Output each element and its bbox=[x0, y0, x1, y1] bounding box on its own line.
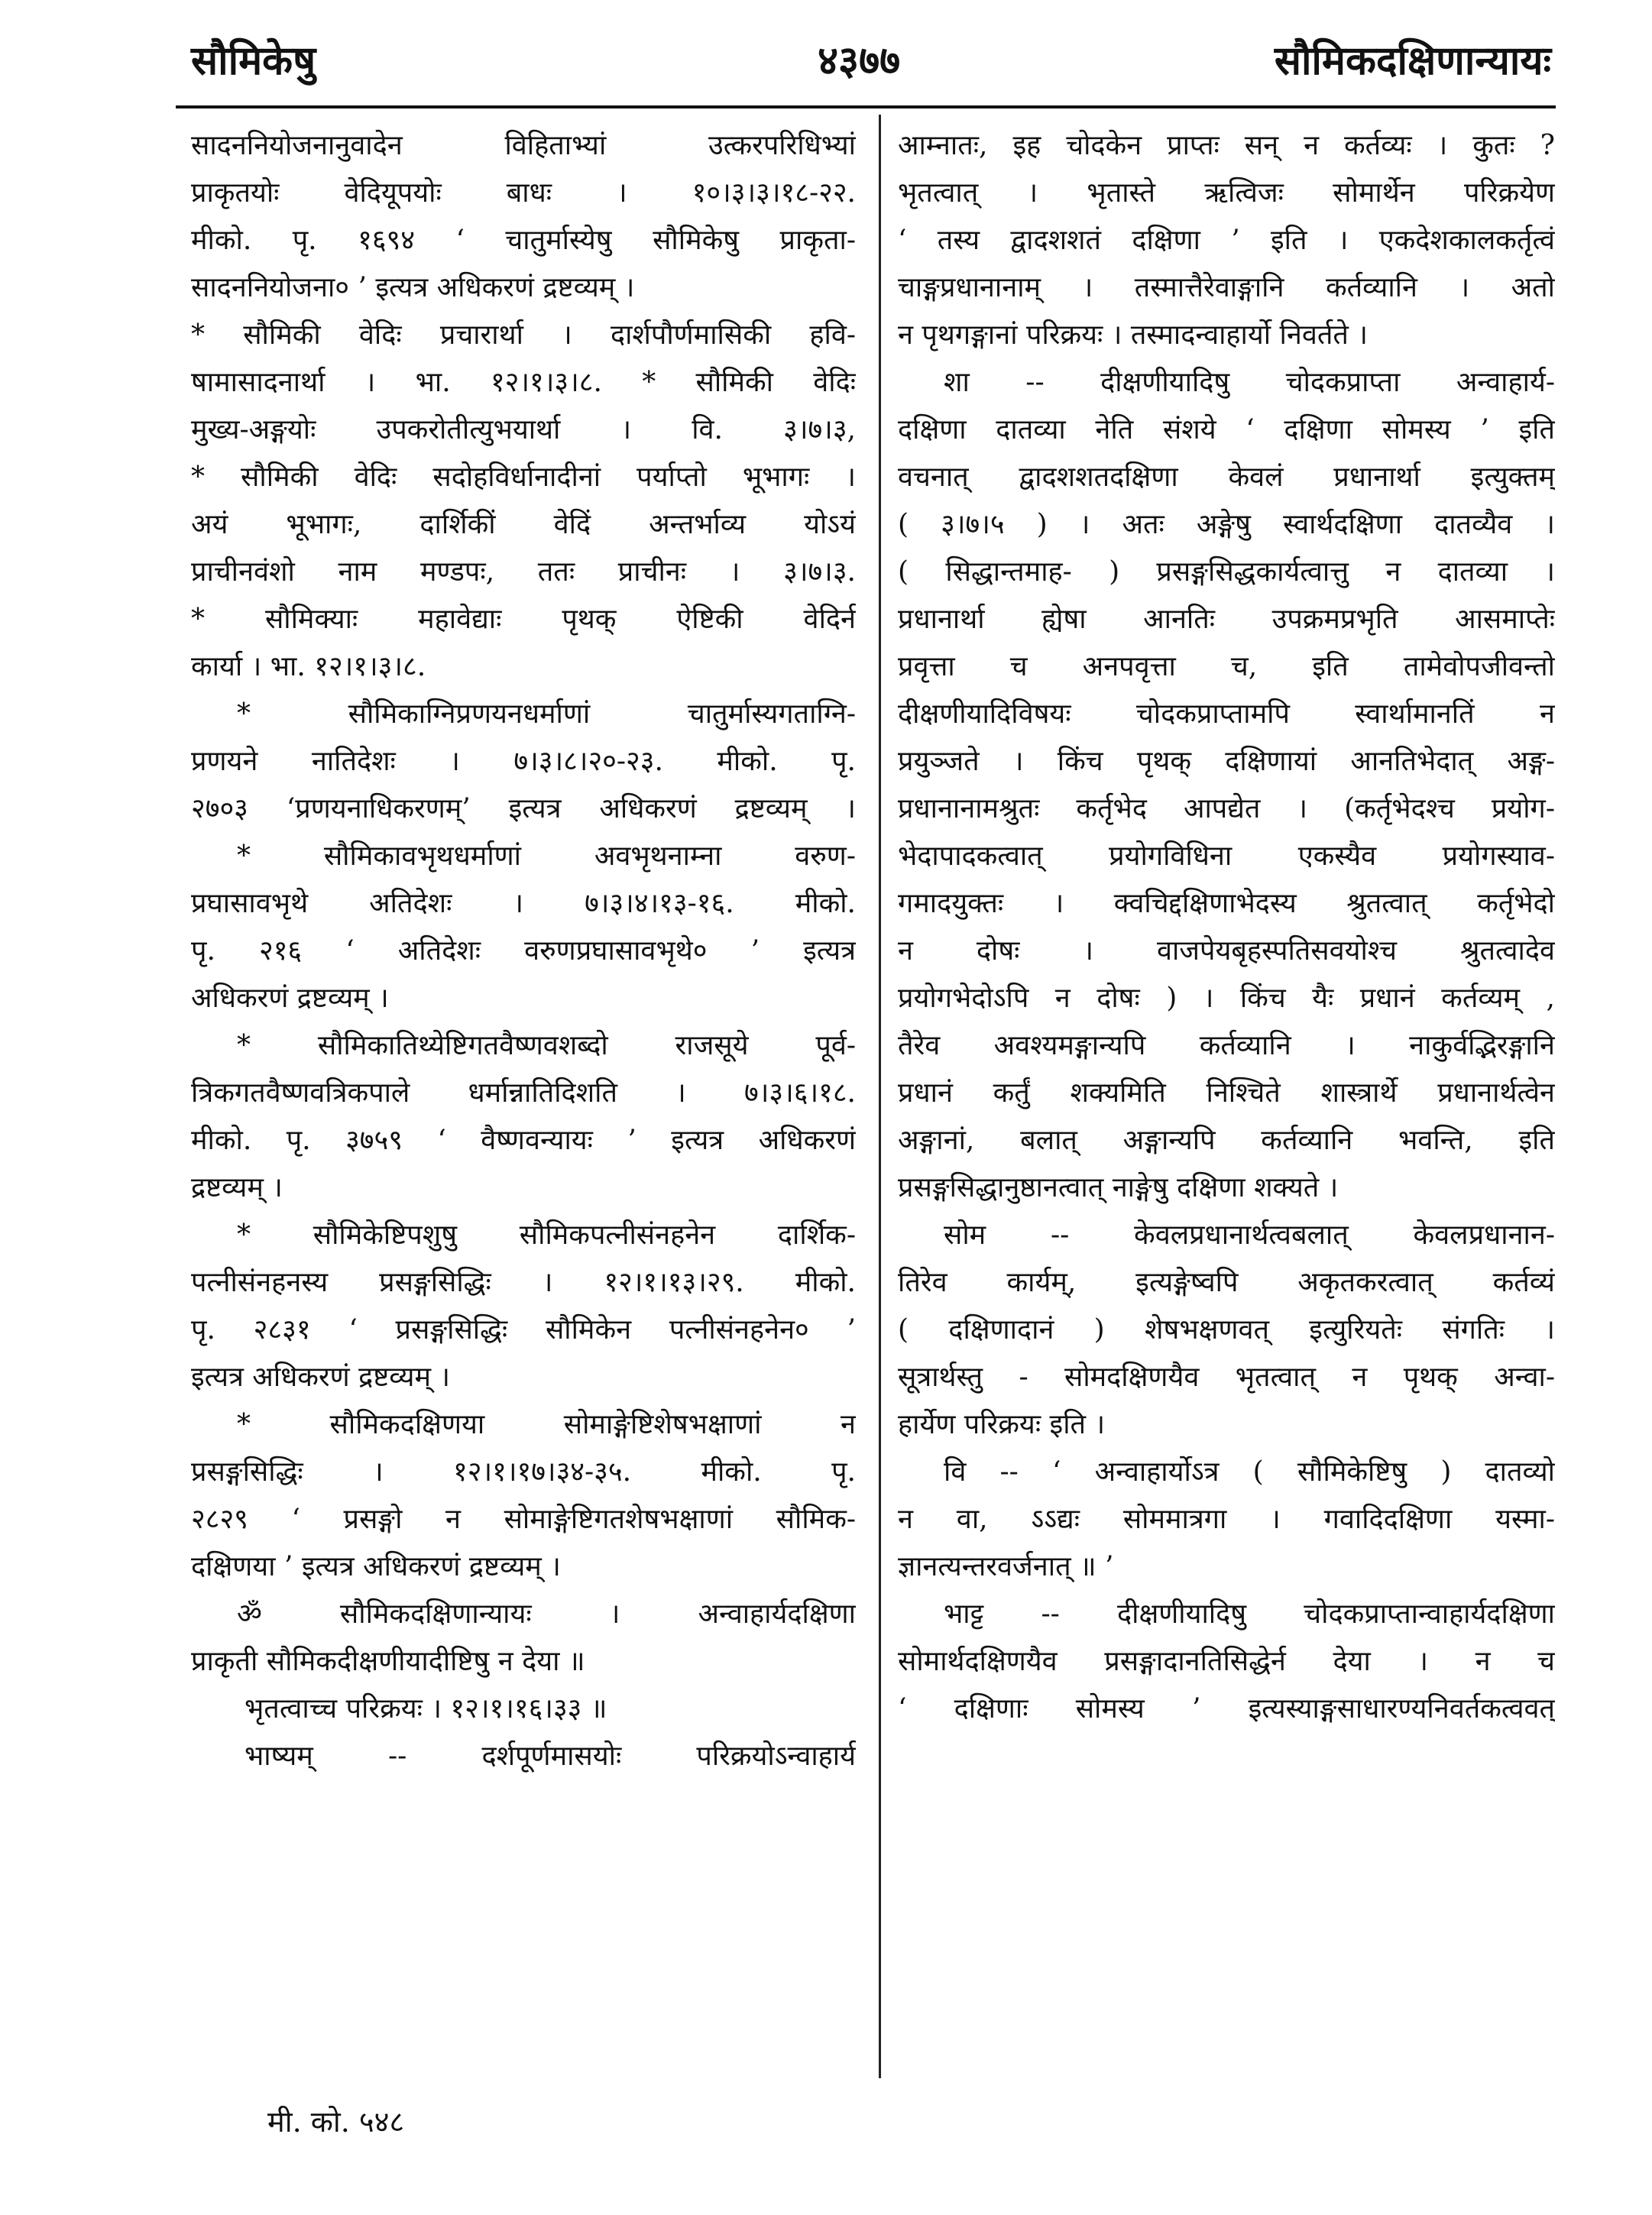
right-column-line: दक्षिणा दातव्या नेति संशये ‘ दक्षिणा सोमस्य ’ इति bbox=[898, 414, 1555, 445]
left-column-line: भृतत्वाच्च परिक्रयः । १२।१।१६।३३ ॥ bbox=[245, 1693, 607, 1724]
right-column-line: प्रधानं कर्तुं शक्यमिति निश्चिते शास्त्रार्थे प्रधानार्थत्वेन bbox=[898, 1077, 1555, 1109]
right-column-line: तिरेव कार्यम्, इत्यङ्गेष्वपि अकृतकरत्वात् कर्तव्यं bbox=[898, 1267, 1555, 1298]
left-column-line: ॐ सौमिकदक्षिणान्यायः । अन्वाहार्यदक्षिणा bbox=[237, 1598, 856, 1630]
right-column-line: भेदापादकत्वात् प्रयोगविधिना एकस्यैव प्रयोगस्याव- bbox=[898, 840, 1555, 872]
header-right-title: सौमिकदक्षिणान्यायः bbox=[1274, 38, 1551, 84]
left-column-line: * सौमिकातिथ्येष्टिगतवैष्णवशब्दो राजसूये पूर्व- bbox=[237, 1030, 856, 1061]
left-column-line: अयं भूभागः, दार्शिकीं वेदिं अन्तर्भाव्य योऽयं bbox=[191, 509, 856, 540]
right-column-line: न पृथगङ्गानां परिक्रयः । तस्मादन्वाहार्यो निवर्तते । bbox=[898, 319, 1368, 351]
column-divider bbox=[879, 115, 881, 2078]
left-column-line: कार्या । भा. १२।१।३।८. bbox=[191, 651, 426, 682]
left-column-line: * सौमिकी वेदिः प्रचारार्था । दार्शपौर्णमासिकी हवि- bbox=[191, 319, 856, 351]
right-column-line: न दोषः । वाजपेयबृहस्पतिसवयोश्च श्रुतत्वादेव bbox=[898, 935, 1555, 967]
left-column-line: * सौमिकाग्निप्रणयनधर्माणां चातुर्मास्यगताग्नि- bbox=[237, 698, 856, 730]
right-column-line: प्रयुञ्जते । किंच पृथक् दक्षिणायां आनतिभेदात् अङ्ग- bbox=[898, 746, 1555, 777]
left-column-line: प्राकृतयोः वेदियूपयोः बाधः । १०।३।३।१८-२२. bbox=[191, 177, 856, 209]
page-number: ४३७७ bbox=[818, 38, 901, 84]
left-column-line: पत्नीसंनहनस्य प्रसङ्गसिद्धिः । १२।१।१३।२९. मीको. bbox=[191, 1267, 856, 1298]
left-column-line: प्रघासावभृथे अतिदेशः । ७।३।४।१३-१६. मीको. bbox=[191, 888, 856, 919]
left-column-line: अधिकरणं द्रष्टव्यम् । bbox=[191, 983, 389, 1014]
right-column-line: ( ३।७।५ ) । अतः अङ्गेषु स्वार्थदक्षिणा दातव्यैव । bbox=[898, 509, 1555, 540]
right-column-line: वि -- ‘ अन्वाहार्योऽत्र ( सौमिकेष्टिषु ) दातव्यो bbox=[944, 1456, 1555, 1488]
right-column-line: ज्ञानत्यन्तरवर्जनात् ॥ ’ bbox=[898, 1551, 1114, 1582]
left-column-line: मुख्य-अङ्गयोः उपकरोतीत्युभयार्था । वि. ३।७।३, bbox=[191, 414, 856, 445]
right-column-line: सूत्रार्थस्तु - सोमदक्षिणयैव भृतत्वात् न पृथक् अन्वा- bbox=[898, 1362, 1555, 1393]
right-column-line: प्रवृत्ता च अनपवृत्ता च, इति तामेवोपजीवन्तो bbox=[898, 651, 1555, 682]
left-column-line: * सौमिकेष्टिपशुषु सौमिकपत्नीसंनहनेन दार्शिक- bbox=[237, 1219, 856, 1251]
left-column-line: मीको. पृ. ३७५९ ‘ वैष्णवन्यायः ’ इत्यत्र अधिकरणं bbox=[191, 1125, 856, 1156]
left-column-line: मीको. पृ. १६९४ ‘ चातुर्मास्येषु सौमिकेषु प्राकृता- bbox=[191, 225, 856, 256]
right-column-line: भाट्ट -- दीक्षणीयादिषु चोदकप्राप्तान्वाहार्यदक्षिणा bbox=[944, 1598, 1555, 1630]
left-column-line: पृ. २८३१ ‘ प्रसङ्गसिद्धिः सौमिकेन पत्नीसंनहनेन० ’ bbox=[191, 1314, 856, 1346]
right-column-line: शा -- दीक्षणीयादिषु चोदकप्राप्ता अन्वाहार्य- bbox=[944, 367, 1555, 398]
right-column-line: दीक्षणीयादिविषयः चोदकप्राप्तामपि स्वार्थामानतिं न bbox=[898, 698, 1555, 730]
right-column-line: प्रधानार्था ह्येषा आनतिः उपक्रमप्रभृति आसमाप्तेः bbox=[898, 604, 1555, 635]
left-column-line: * सौमिकावभृथधर्माणां अवभृथनाम्ना वरुण- bbox=[237, 840, 856, 872]
left-column-line: * सौमिकदक्षिणया सोमाङ्गेष्टिशेषभक्षाणां न bbox=[237, 1409, 856, 1440]
footer-signature: मी. को. ५४८ bbox=[267, 2105, 405, 2139]
left-column-line: प्रसङ्गसिद्धिः । १२।१।१७।३४-३५. मीको. पृ. bbox=[191, 1456, 856, 1488]
left-column-line: भाष्यम् -- दर्शपूर्णमासयोः परिक्रयोऽन्वाहार्य bbox=[245, 1741, 856, 1772]
right-column bbox=[898, 122, 1555, 1733]
left-column-line: दक्षिणया ’ इत्यत्र अधिकरणं द्रष्टव्यम् । bbox=[191, 1551, 561, 1582]
left-column-line: इत्यत्र अधिकरणं द्रष्टव्यम् । bbox=[191, 1362, 451, 1393]
left-column-line: त्रिकगतवैष्णवत्रिकपाले धर्मान्नातिदिशति । ७।३।६।१८. bbox=[191, 1077, 856, 1109]
right-column-line: सोमार्थदक्षिणयैव प्रसङ्गादानतिसिद्धेर्न देया । न च bbox=[898, 1646, 1555, 1677]
header-left-title: सौमिकेषु bbox=[191, 38, 316, 84]
left-column-line: सादननियोजना० ’ इत्यत्र अधिकरणं द्रष्टव्यम् । bbox=[191, 272, 635, 303]
header-rule bbox=[176, 105, 1556, 108]
left-column-line: * सौमिक्याः महावेद्याः पृथक् ऐष्टिकी वेदिर्न bbox=[191, 604, 856, 635]
left-column-line: प्राचीनवंशो नाम मण्डपः, ततः प्राचीनः । ३।७।३. bbox=[191, 556, 856, 588]
left-column-line: प्रणयने नातिदेशः । ७।३।८।२०-२३. मीको. पृ. bbox=[191, 746, 856, 777]
right-column-line: ‘ तस्य द्वादशशतं दक्षिणा ’ इति । एकदेशकालकर्तृत्वं bbox=[898, 225, 1555, 256]
right-column-line: गमादयुक्तः । क्वचिद्दक्षिणाभेदस्य श्रुतत्वात् कर्तृभेदो bbox=[898, 888, 1555, 919]
left-column-line: २७०३ ‘प्रणयनाधिकरणम्’ इत्यत्र अधिकरणं द्रष्टव्यम् । bbox=[191, 793, 856, 824]
left-column-line: षामासादनार्था । भा. १२।१।३।८. * सौमिकी वेदिः bbox=[191, 367, 856, 398]
left-column bbox=[191, 122, 856, 1780]
right-column-line: वचनात् द्वादशशतदक्षिणा केवलं प्रधानार्था इत्युक्तम् bbox=[898, 461, 1555, 493]
right-column-line: सोम -- केवलप्रधानार्थत्वबलात् केवलप्रधानान- bbox=[944, 1219, 1555, 1251]
left-column-line: पृ. २१६ ‘ अतिदेशः वरुणप्रघासावभृथे० ’ इत्यत्र bbox=[191, 935, 856, 967]
right-column-line: आम्नातः, इह चोदकेन प्राप्तः सन् न कर्तव्यः । कुतः ? bbox=[898, 130, 1555, 161]
right-column-line: अङ्गानां, बलात् अङ्गान्यपि कर्तव्यानि भवन्ति, इति bbox=[898, 1125, 1555, 1156]
left-column-line: * सौमिकी वेदिः सदोहविर्धानादीनां पर्याप्तो भूभागः । bbox=[191, 461, 856, 493]
left-column-line: प्राकृती सौमिकदीक्षणीयादीष्टिषु न देया ॥ bbox=[191, 1646, 585, 1677]
right-column-line: प्रयोगभेदोऽपि न दोषः ) । किंच यैः प्रधानं कर्तव्यम् , bbox=[898, 983, 1555, 1014]
right-column-line: ( सिद्धान्तमाह- ) प्रसङ्गसिद्धकार्यत्वात्तु न दातव्या । bbox=[898, 556, 1555, 588]
right-column-line: चाङ्गप्रधानानाम् । तस्मात्तैरेवाङ्गानि कर्तव्यानि । अतो bbox=[898, 272, 1555, 303]
right-column-line: ‘ दक्षिणाः सोमस्य ’ इत्यस्याङ्गसाधारण्यनिवर्तकत्ववत् bbox=[898, 1693, 1555, 1724]
right-column-line: ( दक्षिणादानं ) शेषभक्षणवत् इत्युरियतेः संगतिः । bbox=[898, 1314, 1555, 1346]
right-column-line: प्रधानानामश्रुतः कर्तृभेद आपद्येत । (कर्तृभेदश्च प्रयोग- bbox=[898, 793, 1555, 824]
right-column-line: हार्येण परिक्रयः इति । bbox=[898, 1409, 1106, 1440]
right-column-line: न वा, ऽऽद्यः सोममात्रगा । गवादिदक्षिणा यस्मा- bbox=[898, 1504, 1555, 1535]
right-column-line: तैरेव अवश्यमङ्गान्यपि कर्तव्यानि । नाकुर्वद्भिरङ्गानि bbox=[898, 1030, 1555, 1061]
right-column-line: प्रसङ्गसिद्धानुष्ठानत्वात् नाङ्गेषु दक्षिणा शक्यते । bbox=[898, 1172, 1339, 1203]
left-column-line: सादननियोजनानुवादेन विहिताभ्यां उत्करपरिधिभ्यां bbox=[191, 130, 856, 161]
left-column-line: द्रष्टव्यम् । bbox=[191, 1172, 283, 1203]
left-column-line: २८२९ ‘ प्रसङ्गो न सोमाङ्गेष्टिगतशेषभक्षाणां सौमिक- bbox=[191, 1504, 856, 1535]
right-column-line: भृतत्वात् । भृतास्ते ऋत्विजः सोमार्थेन परिक्रयेण bbox=[898, 177, 1555, 209]
running-header bbox=[176, 23, 1551, 107]
